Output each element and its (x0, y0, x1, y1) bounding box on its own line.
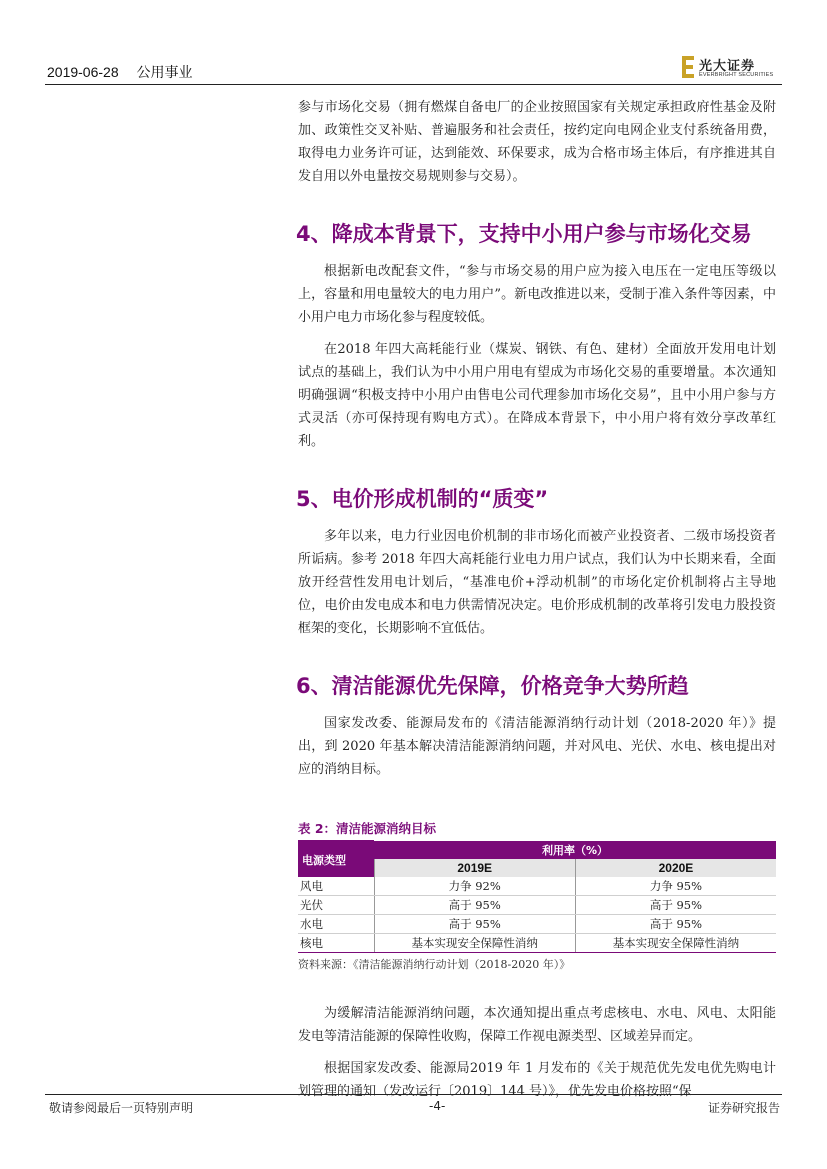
logo-mark-icon (682, 56, 696, 78)
col-header-utilization: 利用率（%） (374, 841, 776, 859)
page-number: -4- (429, 1099, 446, 1113)
row-name: 核电 (298, 934, 374, 953)
table-source: 资料来源：《清洁能源消纳行动计划（2018-2020 年）》 (298, 958, 571, 971)
cell-2019e: 高于 95% (374, 896, 575, 915)
cell-2020e: 高于 95% (575, 915, 776, 934)
main-content (298, 96, 776, 1112)
cell-2020e: 力争 95% (575, 877, 776, 896)
cell-2019e: 基本实现安全保障性消纳 (374, 934, 575, 953)
table-row (298, 877, 776, 896)
cell-2020e: 高于 95% (575, 896, 776, 915)
page-footer (45, 1094, 782, 1115)
company-logo (682, 56, 778, 82)
footer-report-type: 证券研究报告 (707, 1101, 780, 1115)
section-4-paragraph-2: 在2018 年四大高耗能行业（煤炭、钢铁、有色、建材）全面放开发用电计划试点的基础上，我们认为中小用户用电有望成为市场化交易的重要增量。本次通知明确强调“积极支持中小用户由售电公司代理参加市场化交易”，且中小用户参与方式灵活（亦可保持现有购电方式）。在降成本背景下，中小用户将有效分享改革红利。 (298, 342, 776, 449)
report-date: 2019-06-28 (47, 64, 119, 80)
section-6-paragraph-1: 国家发改委、能源局发布的《清洁能源消纳行动计划（2018-2020 年）》提出，到 2020 年基本解决清洁能源消纳问题，并对风电、光伏、水电、核电提出对应的消纳目标。 (298, 716, 776, 777)
table-row (298, 915, 776, 934)
cell-2019e: 高于 95% (374, 915, 575, 934)
cell-2019e: 力争 92% (374, 877, 575, 896)
paragraph-intro: 参与市场化交易（拥有燃煤自备电厂的企业按照国家有关规定承担政府性基金及附加、政策性交叉补贴、普遍服务和社会责任，按约定向电网企业支付系统备用费，取得电力业务许可证，达到能效、环保要求，成为合格市场主体后，有序推进其自发自用以外电量按交易规则参与交易）。 (298, 100, 776, 184)
header-meta (47, 62, 207, 82)
footer-disclaimer: 敬请参阅最后一页特别声明 (49, 1101, 194, 1115)
col-header-2019e: 2019E (374, 859, 575, 877)
section-5-paragraph-1: 多年以来，电力行业因电价机制的非市场化而被产业投资者、二级市场投资者所诟病。参考 2018 年四大高耗能行业电力用户试点，我们认为中长期来看，全面放开经营性发用电计划后，“基准电价+浮动机制”的市场化定价机制将占主导地位，电价由发电成本和电力供需情况决定。电价形成机制的改革将引发电力股投资框架的变化，长期影响不宜低估。 (298, 529, 776, 636)
col-header-2020e: 2020E (575, 859, 776, 877)
table-title: 表 2：清洁能源消纳目标 (298, 821, 437, 836)
logo-text-en: EVERBRIGHT SECURITIES (699, 72, 774, 78)
section-6-paragraph-3: 根据国家发改委、能源局2019 年 1 月发布的《关于规范优先发电优先购电计划管理的通知（发改运行〔2019〕144 号）》，优先发电价格按照“保 (298, 1061, 776, 1099)
col-header-type: 电源类型 (298, 841, 374, 877)
row-name: 光伏 (298, 896, 374, 915)
clean-energy-table (298, 840, 776, 953)
row-name: 风电 (298, 877, 374, 896)
logo-text-cn: 光大证券 (699, 59, 756, 74)
industry-label: 公用事业 (136, 64, 193, 80)
section-6-title: 6、清洁能源优先保障，价格竞争大势所趋 (296, 674, 689, 698)
section-4-paragraph-1: 根据新电改配套文件，“参与市场交易的用户应为接入电压在一定电压等级以上，容量和用电量较大的电力用户”。新电改推进以来，受制于准入条件等因素，中小用户电力市场化参与程度较低。 (298, 264, 776, 325)
section-6-paragraph-2: 为缓解清洁能源消纳问题，本次通知提出重点考虑核电、水电、风电、太阳能发电等清洁能源的保障性收购，保障工作视电源类型、区域差异而定。 (298, 1006, 776, 1044)
section-5-title: 5、电价形成机制的“质变” (296, 487, 549, 511)
row-name: 水电 (298, 915, 374, 934)
table-row (298, 896, 776, 915)
table-row (298, 934, 776, 953)
page-header (45, 56, 782, 85)
clean-energy-table-block (298, 819, 776, 972)
section-4-title: 4、降成本背景下，支持中小用户参与市场化交易 (296, 222, 752, 246)
cell-2020e: 基本实现安全保障性消纳 (575, 934, 776, 953)
